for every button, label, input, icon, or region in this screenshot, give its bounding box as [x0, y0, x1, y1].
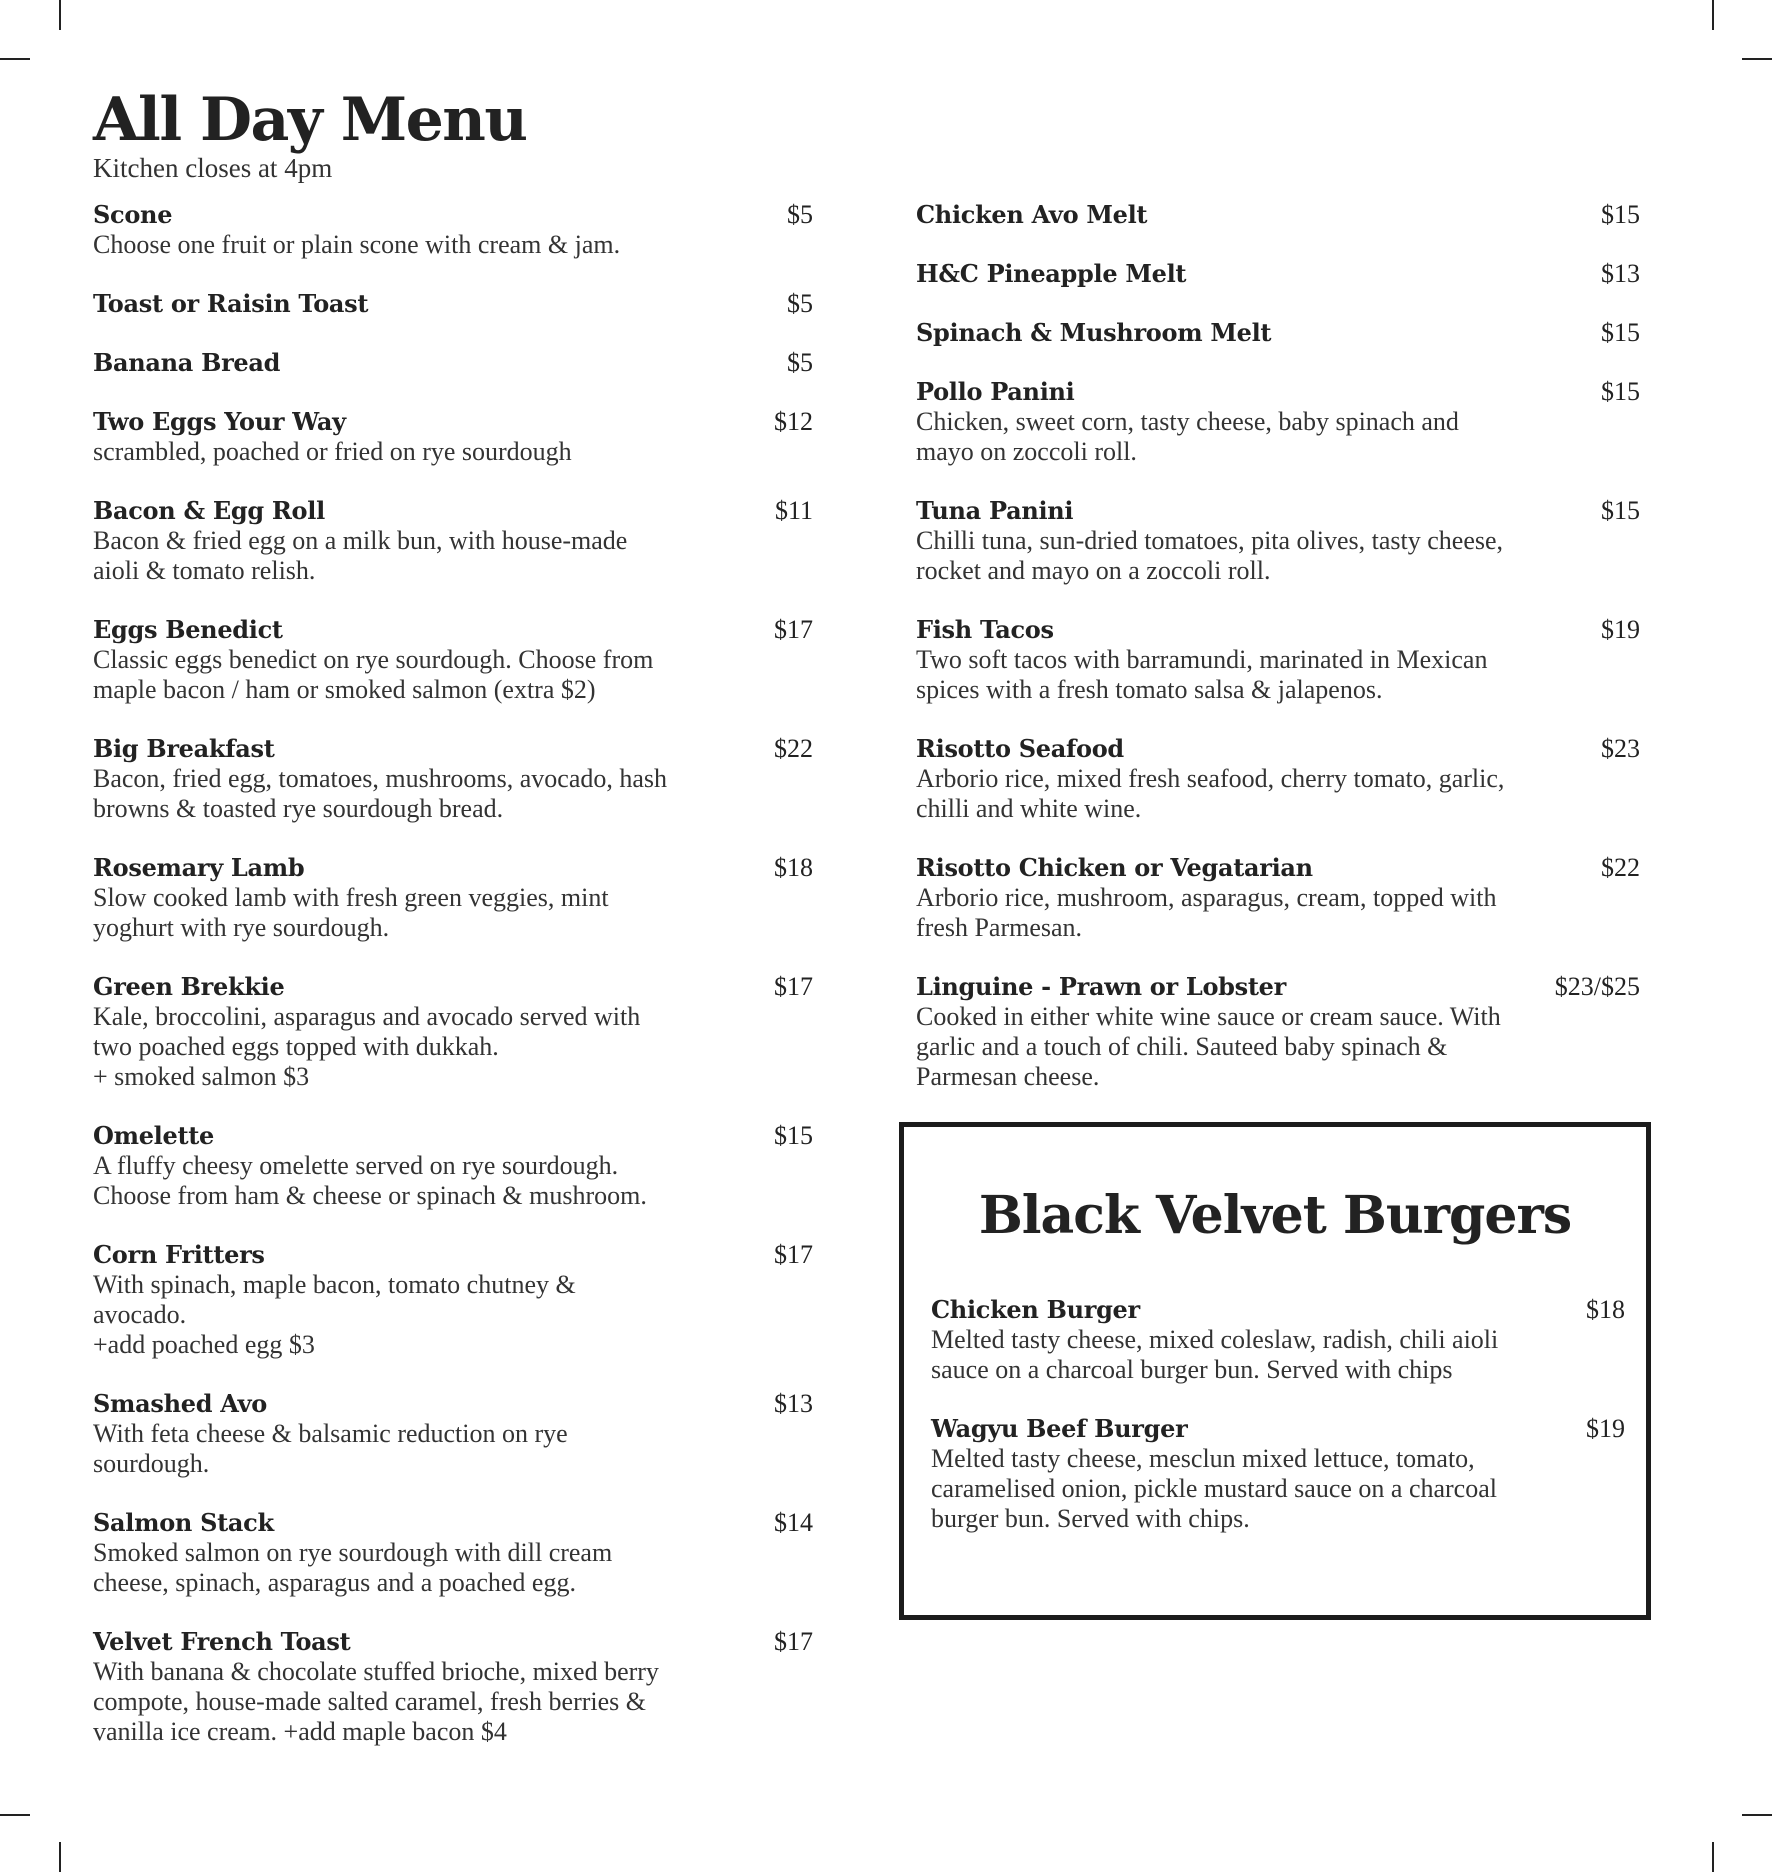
menu-item-description: Bacon & fried egg on a milk bun, with house-made aioli & tomato relish.	[93, 526, 628, 585]
crop-mark	[1712, 1842, 1714, 1872]
menu-item-price: $19	[1586, 1414, 1625, 1443]
menu-item-header	[916, 259, 1640, 289]
menu-item	[916, 496, 1640, 586]
menu-item-header	[93, 1627, 813, 1657]
menu-item-price: $18	[774, 853, 813, 882]
menu-item-price: $12	[774, 407, 813, 436]
menu-item-price: $23/$25	[1554, 972, 1640, 1001]
menu-item-header	[916, 496, 1640, 526]
page-subtitle: Kitchen closes at 4pm	[93, 153, 333, 183]
menu-item	[93, 1508, 813, 1598]
menu-item	[93, 407, 813, 467]
menu-item-description: Cooked in either white wine sauce or cream sauce. With garlic and a touch of chili. Sauteed baby spinach & Parmesan cheese.	[916, 1002, 1501, 1091]
menu-item-description: Bacon, fried egg, tomatoes, mushrooms, avocado, hash browns & toasted rye sourdough bread.	[93, 764, 668, 823]
menu-item-description: A fluffy cheesy omelette served on rye sourdough. Choose from ham & cheese or spinach & mushroom.	[93, 1151, 647, 1210]
menu-item-description: Arborio rice, mixed fresh seafood, cherry tomato, garlic, chilli and white wine.	[916, 764, 1505, 823]
menu-item-price: $5	[787, 348, 813, 377]
menu-item	[931, 1414, 1625, 1534]
menu-item-name: Spinach & Mushroom Melt	[916, 318, 1272, 347]
burgers-title: Black Velvet Burgers	[978, 1185, 1572, 1246]
menu-item-description: Chicken, sweet corn, tasty cheese, baby spinach and mayo on zoccoli roll.	[916, 407, 1459, 466]
menu-item-description: Choose one fruit or plain scone with cream & jam.	[93, 230, 621, 259]
menu-item-header	[916, 318, 1640, 348]
menu-item	[93, 1389, 813, 1479]
menu-item-price: $15	[1601, 496, 1640, 525]
menu-item-name: Banana Bread	[93, 348, 281, 377]
menu-item-price: $15	[1601, 200, 1640, 229]
menu-item-description: Kale, broccolini, asparagus and avocado served with two poached eggs topped with dukkah. + smoked salmon $3	[93, 1002, 641, 1091]
menu-item-price: $22	[1601, 853, 1640, 882]
menu-item-name: Risotto Chicken or Vegatarian	[916, 853, 1313, 882]
menu-item-header	[916, 853, 1640, 883]
menu-item	[916, 259, 1640, 289]
menu-item-price: $15	[774, 1121, 813, 1150]
menu-item	[916, 853, 1640, 943]
menu-item	[93, 1627, 813, 1747]
menu-item-name: Corn Fritters	[93, 1240, 265, 1269]
menu-item-name: Smashed Avo	[93, 1389, 267, 1418]
menu-item-price: $22	[774, 734, 813, 763]
menu-item-header	[93, 734, 813, 764]
menu-item	[93, 1240, 813, 1360]
menu-item-description: Slow cooked lamb with fresh green veggies, mint yoghurt with rye sourdough.	[93, 883, 609, 942]
crop-mark	[1712, 0, 1714, 30]
menu-item-header	[916, 972, 1640, 1002]
menu-item-header	[931, 1295, 1625, 1325]
menu-item-price: $17	[774, 1627, 813, 1656]
menu-item-header	[93, 1508, 813, 1538]
menu-item-name: Chicken Avo Melt	[916, 200, 1148, 229]
menu-item-name: Velvet French Toast	[93, 1627, 351, 1656]
menu-item	[916, 377, 1640, 467]
menu-item-header	[93, 200, 813, 230]
menu-item-description: scrambled, poached or fried on rye sourdough	[93, 437, 572, 466]
crop-mark	[0, 1814, 30, 1816]
menu-item	[916, 972, 1640, 1092]
menu-item-header	[93, 348, 813, 378]
menu-item-header	[916, 734, 1640, 764]
crop-mark	[59, 1842, 61, 1872]
menu-item-description: Melted tasty cheese, mixed coleslaw, radish, chili aioli sauce on a charcoal burger bun. Served with chips	[931, 1325, 1499, 1384]
menu-item-name: Tuna Panini	[916, 496, 1074, 525]
menu-item	[931, 1295, 1625, 1385]
menu-item	[93, 972, 813, 1092]
left-menu-column	[93, 200, 813, 1776]
menu-item-description: Melted tasty cheese, mesclun mixed lettuce, tomato, caramelised onion, pickle mustard sauce on a charcoal burger bun. Served with chips.	[931, 1444, 1497, 1533]
menu-item-description: With spinach, maple bacon, tomato chutney & avocado. +add poached egg $3	[93, 1270, 576, 1359]
menu-item-name: Green Brekkie	[93, 972, 285, 1001]
menu-item-header	[916, 200, 1640, 230]
menu-item-header	[93, 1240, 813, 1270]
menu-item-price: $15	[1601, 377, 1640, 406]
menu-item-description: Two soft tacos with barramundi, marinated in Mexican spices with a fresh tomato salsa & jalapenos.	[916, 645, 1488, 704]
menu-item-header	[93, 407, 813, 437]
menu-item-price: $5	[787, 289, 813, 318]
menu-item-header	[916, 615, 1640, 645]
menu-item-name: Big Breakfast	[93, 734, 275, 763]
crop-mark	[1742, 1814, 1772, 1816]
menu-item	[916, 318, 1640, 348]
menu-item-header	[93, 496, 813, 526]
menu-item-header	[93, 853, 813, 883]
menu-item-header	[93, 1389, 813, 1419]
menu-item-name: H&C Pineapple Melt	[916, 259, 1187, 288]
menu-item-price: $5	[787, 200, 813, 229]
menu-item-price: $18	[1586, 1295, 1625, 1324]
menu-item-name: Risotto Seafood	[916, 734, 1124, 763]
menu-item	[93, 289, 813, 319]
menu-item-header	[93, 615, 813, 645]
menu-item-price: $19	[1601, 615, 1640, 644]
menu-item-price: $15	[1601, 318, 1640, 347]
menu-item-name: Chicken Burger	[931, 1295, 1140, 1324]
menu-item-price: $23	[1601, 734, 1640, 763]
menu-item-name: Bacon & Egg Roll	[93, 496, 325, 525]
menu-item	[93, 1121, 813, 1211]
menu-item-description: With banana & chocolate stuffed brioche, mixed berry compote, house-made salted caramel, fresh berries & vanilla ice cream. +add maple bacon $4	[93, 1657, 659, 1746]
menu-item-price: $11	[774, 496, 813, 525]
menu-item-name: Toast or Raisin Toast	[93, 289, 369, 318]
menu-item	[93, 348, 813, 378]
menu-item-name: Omelette	[93, 1121, 214, 1150]
crop-mark	[1742, 58, 1772, 60]
menu-item	[93, 496, 813, 586]
menu-item-price: $17	[774, 1240, 813, 1269]
menu-item	[916, 200, 1640, 230]
menu-item-header	[916, 377, 1640, 407]
menu-item-name: Linguine - Prawn or Lobster	[916, 972, 1286, 1001]
menu-item-price: $13	[774, 1389, 813, 1418]
menu-item-name: Scone	[93, 200, 173, 229]
menu-item	[916, 734, 1640, 824]
menu-item-price: $17	[774, 972, 813, 1001]
menu-item	[93, 615, 813, 705]
menu-item	[93, 200, 813, 260]
menu-item-description: Chilli tuna, sun-dried tomatoes, pita olives, tasty cheese, rocket and mayo on a zoccoli roll.	[916, 526, 1504, 585]
menu-item	[93, 734, 813, 824]
right-menu-column	[916, 200, 1640, 1121]
menu-item-header	[931, 1414, 1625, 1444]
menu-item-description: Classic eggs benedict on rye sourdough. Choose from maple bacon / ham or smoked salmon (extra $2)	[93, 645, 654, 704]
menu-item	[916, 615, 1640, 705]
menu-item-price: $13	[1601, 259, 1640, 288]
menu-item-description: Smoked salmon on rye sourdough with dill cream cheese, spinach, asparagus and a poached egg.	[93, 1538, 613, 1597]
menu-item-header	[93, 1121, 813, 1151]
crop-mark	[0, 58, 30, 60]
menu-item-price: $14	[774, 1508, 813, 1537]
menu-item-name: Wagyu Beef Burger	[931, 1414, 1188, 1443]
menu-item	[93, 853, 813, 943]
page-title: All Day Menu	[93, 85, 527, 155]
menu-item-name: Fish Tacos	[916, 615, 1054, 644]
menu-item-description: Arborio rice, mushroom, asparagus, cream, topped with fresh Parmesan.	[916, 883, 1497, 942]
crop-mark	[59, 0, 61, 30]
menu-item-name: Rosemary Lamb	[93, 853, 305, 882]
menu-item-header	[93, 289, 813, 319]
menu-item-price: $17	[774, 615, 813, 644]
menu-item-header	[93, 972, 813, 1002]
menu-item-description: With feta cheese & balsamic reduction on rye sourdough.	[93, 1419, 568, 1478]
burgers-box	[899, 1122, 1651, 1620]
menu-item-name: Salmon Stack	[93, 1508, 274, 1537]
menu-item-name: Two Eggs Your Way	[93, 407, 346, 436]
menu-item-name: Eggs Benedict	[93, 615, 283, 644]
menu-item-name: Pollo Panini	[916, 377, 1075, 406]
burgers-list	[931, 1295, 1625, 1563]
